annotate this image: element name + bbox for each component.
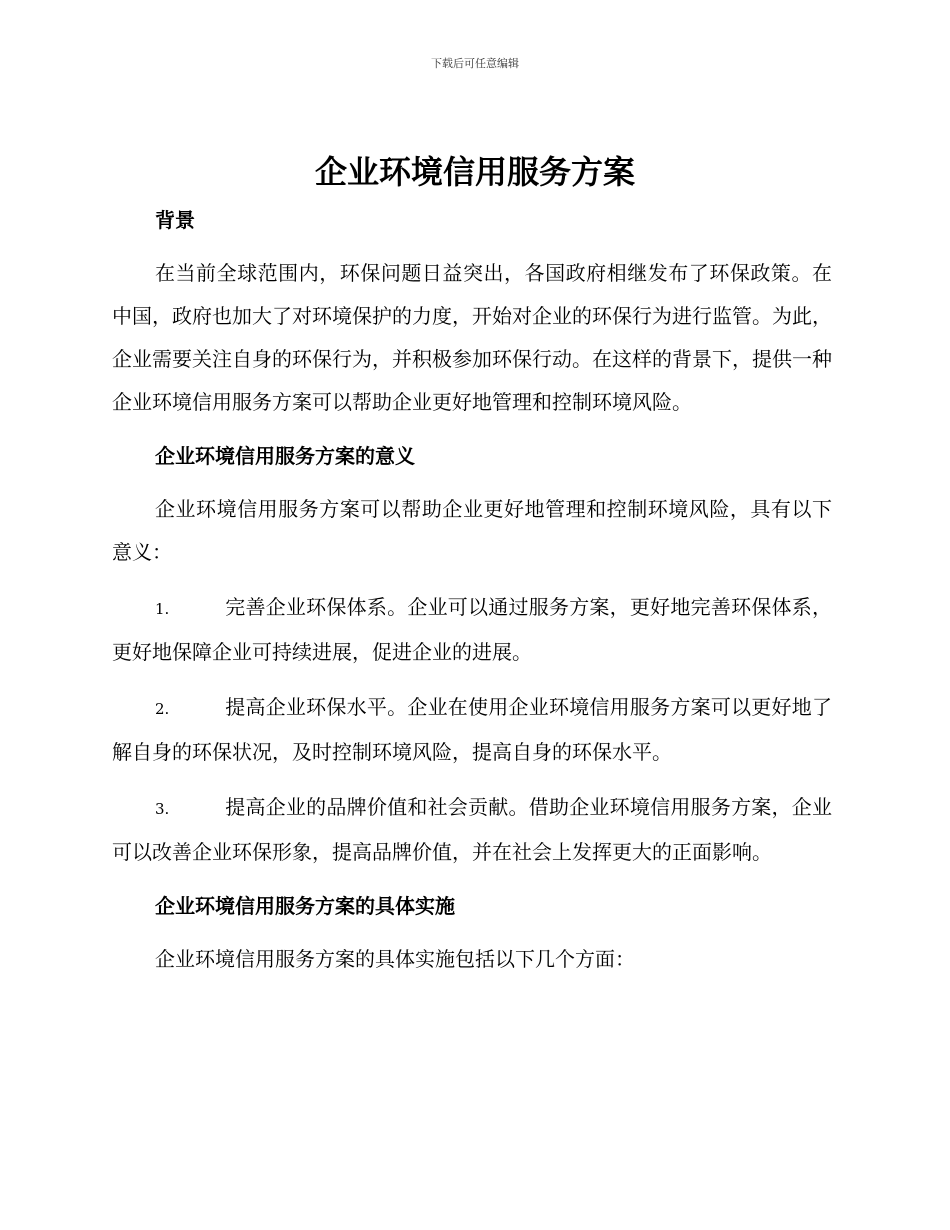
document-title: 企业环境信用服务方案	[314, 153, 635, 191]
list-item	[112, 786, 832, 874]
list-item-text: 提高企业的品牌价值和社会贡献。借助企业环境信用服务方案，企业可以改善企业环保形象，提高品牌价值，并在社会上发挥更大的正面影响。	[112, 795, 832, 864]
section-heading-implementation: 企业环境信用服务方案的具体实施	[155, 894, 455, 918]
implementation-intro: 企业环境信用服务方案的具体实施包括以下几个方面：	[155, 947, 635, 971]
list-number: 3.	[155, 800, 170, 818]
list-item-text: 提高企业环保水平。企业在使用企业环境信用服务方案可以更好地了解自身的环保状况，及时控制环境风险，提高自身的环保水平。	[112, 695, 832, 764]
list-number: 2.	[155, 700, 170, 718]
list-item	[112, 586, 832, 674]
list-number: 1.	[155, 600, 170, 618]
document-body	[112, 200, 832, 981]
header-note: 下载后可任意编辑	[431, 57, 519, 70]
section-heading-significance: 企业环境信用服务方案的意义	[155, 444, 415, 468]
list-item	[112, 686, 832, 774]
section-heading-background: 背景	[155, 208, 195, 232]
list-item-text: 完善企业环保体系。企业可以通过服务方案，更好地完善环保体系，更好地保障企业可持续进展，促进企业的进展。	[112, 595, 832, 664]
significance-intro: 企业环境信用服务方案可以帮助企业更好地管理和控制环境风险，具有以下意义：	[112, 497, 832, 564]
background-paragraph: 在当前全球范围内，环保问题日益突出，各国政府相继发布了环保政策。在中国，政府也加大了对环境保护的力度，开始对企业的环保行为进行监管。为此，企业需要关注自身的环保行为，并积极参加环保行动。在这样的背景下，提供一种企业环境信用服务方案可以帮助企业更好地管理和控制环境风险。	[112, 261, 832, 414]
